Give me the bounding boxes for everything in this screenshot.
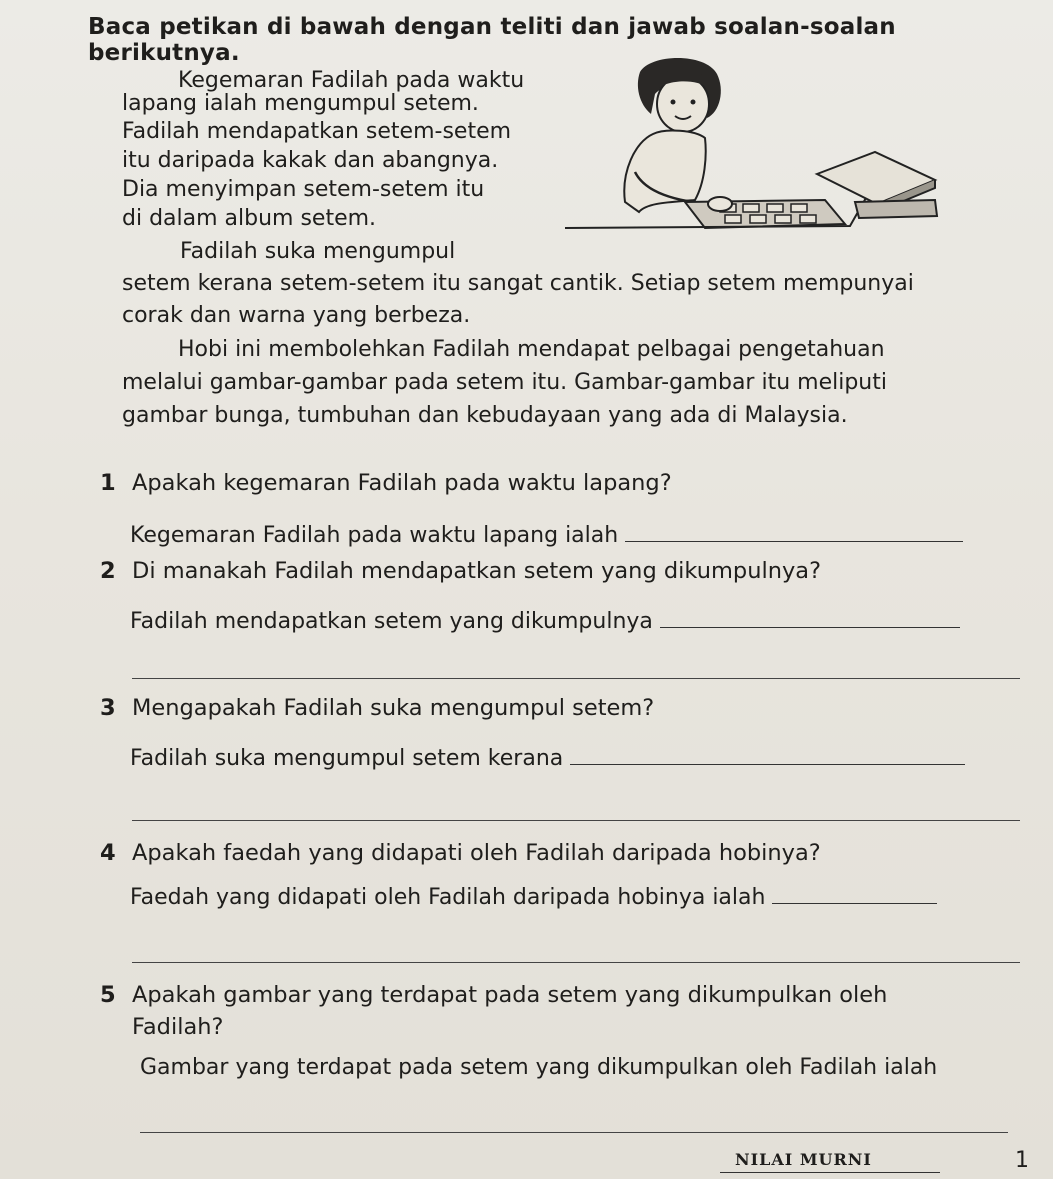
passage-line: corak dan warna yang berbeza. xyxy=(122,303,471,328)
question-text: Apakah kegemaran Fadilah pada waktu lapang? xyxy=(132,470,672,496)
question-5-continued xyxy=(132,1014,223,1040)
passage-line: gambar bunga, tumbuhan dan kebudayaan yang ada di Malaysia. xyxy=(122,403,848,428)
answer-blank[interactable] xyxy=(570,764,965,765)
answer-line-5 xyxy=(140,1055,937,1080)
answer-rule[interactable] xyxy=(132,820,1020,821)
passage-line: setem kerana setem-setem itu sangat cantik. Setiap setem mempunyai xyxy=(122,271,914,296)
answer-prompt: Fadilah suka mengumpul setem kerana xyxy=(130,746,564,771)
section-label: NILAI MURNI xyxy=(735,1150,872,1169)
answer-line-4 xyxy=(130,885,937,910)
answer-line-3 xyxy=(130,746,965,771)
girl-with-stamp-album-icon xyxy=(555,52,955,252)
passage-line: lapang ialah mengumpul setem. xyxy=(122,91,479,116)
passage-line: Hobi ini membolehkan Fadilah mendapat pelbagai pengetahuan xyxy=(178,337,885,362)
question-text: Mengapakah Fadilah suka mengumpul setem? xyxy=(132,695,655,721)
question-number: 1 xyxy=(100,470,116,496)
question-text: Apakah faedah yang didapati oleh Fadilah daripada hobinya? xyxy=(132,840,821,866)
question-text: Apakah gambar yang terdapat pada setem yang dikumpulkan oleh xyxy=(132,982,888,1008)
passage-line: Dia menyimpan setem-setem itu xyxy=(122,177,485,202)
passage-line: Kegemaran Fadilah pada waktu xyxy=(178,68,525,93)
page-mark: 1 xyxy=(1015,1148,1029,1173)
answer-rule[interactable] xyxy=(132,678,1020,679)
answer-prompt: Faedah yang didapati oleh Fadilah daripada hobinya ialah xyxy=(130,885,766,910)
question-4 xyxy=(100,840,821,866)
answer-rule[interactable] xyxy=(132,962,1020,963)
question-number: 5 xyxy=(100,982,116,1008)
answer-prompt: Kegemaran Fadilah pada waktu lapang ialah xyxy=(130,523,619,548)
question-number: 2 xyxy=(100,558,116,584)
instruction-text: Baca petikan di bawah dengan teliti dan jawab soalan-soalan berikutnya. xyxy=(88,14,896,66)
answer-prompt: Fadilah mendapatkan setem yang dikumpulnya xyxy=(130,609,653,634)
answer-blank[interactable] xyxy=(772,903,937,904)
answer-prompt: Gambar yang terdapat pada setem yang dikumpulkan oleh Fadilah ialah xyxy=(140,1055,938,1080)
divider xyxy=(720,1172,940,1173)
question-number: 3 xyxy=(100,695,116,721)
question-1 xyxy=(100,470,672,496)
passage-line: melalui gambar-gambar pada setem itu. Gambar-gambar itu meliputi xyxy=(122,370,887,395)
question-number: 4 xyxy=(100,840,116,866)
question-2 xyxy=(100,558,821,584)
answer-blank[interactable] xyxy=(660,627,960,628)
passage-line: itu daripada kakak dan abangnya. xyxy=(122,148,499,173)
question-3 xyxy=(100,695,654,721)
question-text: Di manakah Fadilah mendapatkan setem yang dikumpulnya? xyxy=(132,558,822,584)
answer-line-2 xyxy=(130,609,960,634)
answer-line-1 xyxy=(130,523,963,548)
passage-line: di dalam album setem. xyxy=(122,206,377,231)
question-5 xyxy=(100,982,887,1008)
passage-line: Fadilah mendapatkan setem-setem xyxy=(122,119,512,144)
answer-blank[interactable] xyxy=(625,541,963,542)
question-text: Fadilah? xyxy=(132,1014,224,1040)
passage-line: Fadilah suka mengumpul xyxy=(180,239,456,264)
answer-rule[interactable] xyxy=(140,1132,1008,1133)
